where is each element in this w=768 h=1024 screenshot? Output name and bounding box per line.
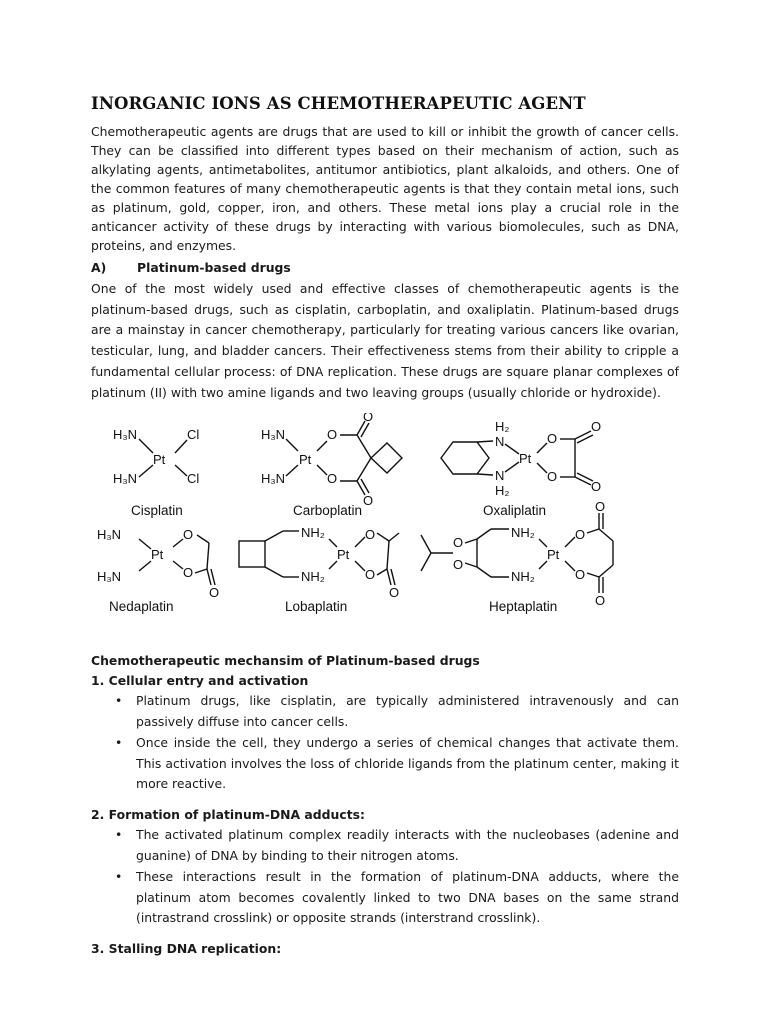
structures-svg xyxy=(91,413,679,643)
atom-label: O xyxy=(389,585,400,601)
atom-label: O xyxy=(183,527,194,543)
atom-label: O xyxy=(327,427,338,443)
atom-label: O xyxy=(363,413,374,425)
bullet-icon: • xyxy=(115,734,123,750)
section-heading-a xyxy=(91,258,679,278)
atom-label: O xyxy=(453,535,464,551)
atom-label: O xyxy=(591,479,602,495)
drug-name-cisplatin: Cisplatin xyxy=(131,503,183,519)
drug-name-carboplatin: Carboplatin xyxy=(293,503,363,519)
atom-label: Pt xyxy=(519,451,532,467)
list-item: • These interactions result in the formation of platinum-DNA adducts, where the platinum atom becomes covalently linked to two DNA bases on the same strand (intrastrand crosslink) or opposite strands (interstrand crosslink). xyxy=(115,868,679,926)
atom-label: H₂ xyxy=(495,483,510,499)
atom-label: H₂ xyxy=(495,419,510,435)
list-item: • Platinum drugs, like cisplatin, are typically administered intravenously and can passively diffuse into cancer cells. xyxy=(115,693,679,730)
atom-label: Cl xyxy=(187,471,200,487)
list-item: • Once inside the cell, they undergo a series of chemical changes that activate them. This activation involves the loss of chloride ligands from the platinum center, making it more reactive. xyxy=(115,734,679,792)
atom-label: O xyxy=(365,527,376,543)
atom-label: NH₂ xyxy=(301,569,325,585)
section-letter: A) xyxy=(91,260,107,275)
atom-label: H₃N xyxy=(97,527,122,543)
drug-name-heptaplatin: Heptaplatin xyxy=(489,599,558,615)
atom-label: Pt xyxy=(337,547,350,563)
atom-label: O xyxy=(595,593,606,609)
atom-label: O xyxy=(547,431,558,447)
mechanism-heading: Chemotherapeutic mechansim of Platinum-based drugs xyxy=(91,653,480,669)
platinum-drugs-figure xyxy=(91,413,679,643)
atom-label: O xyxy=(453,557,464,573)
atom-label: NH₂ xyxy=(511,525,535,541)
drug-name-nedaplatin: Nedaplatin xyxy=(109,599,174,615)
section-title: Platinum-based drugs xyxy=(137,260,291,275)
atom-label: O xyxy=(209,585,220,601)
atom-label: H₃N xyxy=(113,471,138,487)
atom-label: O xyxy=(363,493,374,509)
atom-label: N xyxy=(495,434,505,450)
platinum-paragraph: One of the most widely used and effective classes of chemotherapeutic agents is the platinum-based drugs, such as cisplatin, carboplatin, and oxaliplatin. Platinum-based drugs are a mainstay in cancer chemotherapy, particularly for treating various cancers like ovarian, testicular, lung, and bladder cancers. Their effectiveness stems from their ability to cripple a fundamental cellular process: of DNA replication. These drugs are square planar complexes of platinum (II) with two amine ligands and two leaving groups (usually chloride or hydroxide). xyxy=(91,281,679,400)
step-heading: 3. Stalling DNA replication: xyxy=(91,941,282,957)
atom-label: N xyxy=(495,468,505,484)
atom-label: O xyxy=(183,565,194,581)
atom-label: NH₂ xyxy=(301,525,325,541)
step-heading: 1. Cellular entry and activation xyxy=(91,673,309,689)
step-heading: 2. Formation of platinum-DNA adducts: xyxy=(91,807,365,823)
atom-label: H₃N xyxy=(261,471,286,487)
atom-label: NH₂ xyxy=(511,569,535,585)
atom-label: Pt xyxy=(153,452,166,468)
drug-name-lobaplatin: Lobaplatin xyxy=(285,599,348,615)
atom-label: O xyxy=(365,567,376,583)
atom-label: Pt xyxy=(151,547,164,563)
atom-label: Pt xyxy=(547,547,560,563)
step-bullet-list xyxy=(91,691,679,795)
atom-label: H₃N xyxy=(97,569,122,585)
bullet-icon: • xyxy=(115,868,123,884)
atom-label: Pt xyxy=(299,452,312,468)
atom-label: O xyxy=(575,567,586,583)
atom-label: H₃N xyxy=(261,427,286,443)
page-content xyxy=(91,94,679,959)
bullet-icon: • xyxy=(115,693,123,709)
atom-label: Cl xyxy=(187,427,200,443)
drug-name-oxaliplatin: Oxaliplatin xyxy=(483,503,547,519)
atom-label: O xyxy=(547,469,558,485)
atom-label: O xyxy=(575,527,586,543)
page-title: INORGANIC IONS AS CHEMOTHERAPEUTIC AGENT xyxy=(91,94,586,113)
atom-label: O xyxy=(595,499,606,515)
atom-label: O xyxy=(327,471,338,487)
bullet-icon: • xyxy=(115,827,123,843)
step-bullet-list xyxy=(91,825,679,929)
list-item: • The activated platinum complex readily interacts with the nucleobases (adenine and guanine) of DNA by binding to their nitrogen atoms. xyxy=(115,827,679,863)
intro-paragraph: Chemotherapeutic agents are drugs that are used to kill or inhibit the growth of cancer cells. They can be classified into different types based on their mechanism of action, such as alkylating agents, antimetabolites, antitumor antibiotics, plant alkaloids, and others. One of the common features of many chemotherapeutic agents is that they contain metal ions, such as platinum, gold, copper, iron, and others. These metal ions play a crucial role in the anticancer activity of these drugs by interacting with various biomolecules, such as DNA, proteins, and enzymes. xyxy=(91,124,679,253)
atom-label: H₃N xyxy=(113,427,138,443)
atom-label: O xyxy=(591,419,602,435)
